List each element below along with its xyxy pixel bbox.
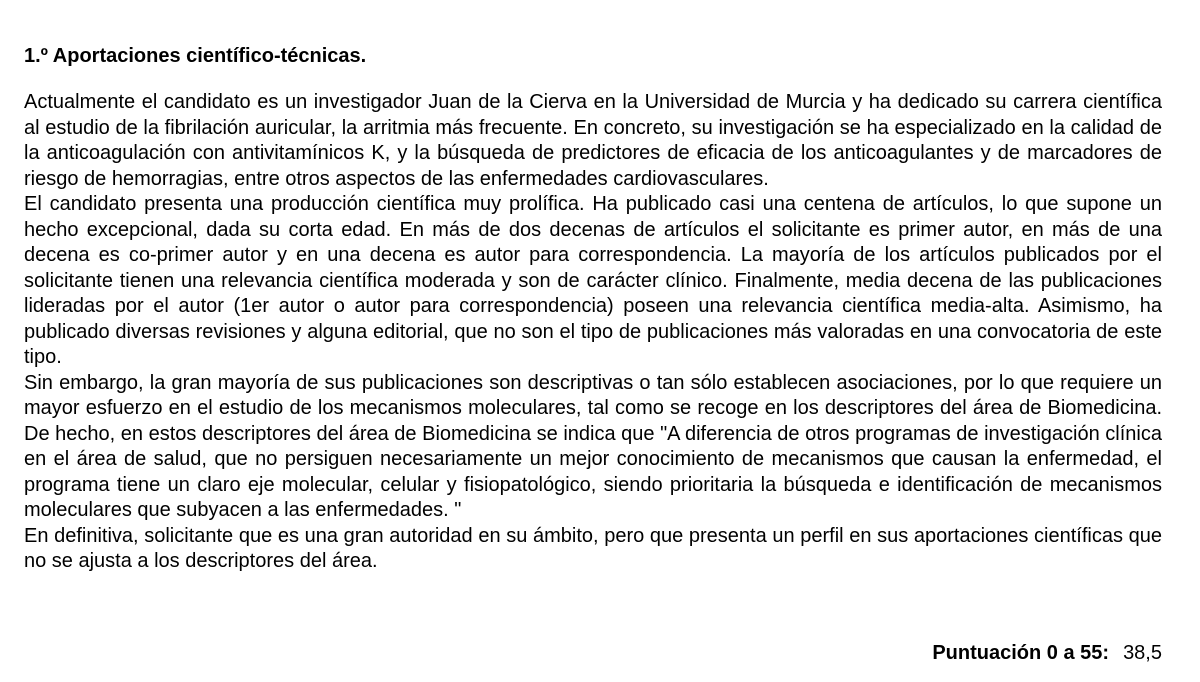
paragraph-scientific-production: El candidato presenta una producción científica muy prolífica. Ha publicado casi una centena de artículos, lo que supone un hecho excepcional, dada su corta edad. En más de dos decenas de artículos el solicitante es primer autor, en más de una decena es co-primer autor y en una decena es autor para correspondencia. La mayoría de los artículos publicados por el solicitante tienen una relevancia científica moderada y son de carácter clínico. Finalmente, media decena de las publicaciones lideradas por el autor (1er autor o autor para correspondencia) poseen una relevancia científica media-alta. Asimismo, ha publicado diversas revisiones y alguna editorial, que no son el tipo de publicaciones más valoradas en una convocatoria de este tipo. (24, 193, 1162, 368)
paragraph-conclusion: En definitiva, solicitante que es una gran autoridad en su ámbito, pero que presenta un perfil en sus aportaciones científicas que no se ajusta a los descriptores del área. (24, 524, 1162, 572)
section-heading: 1.º Aportaciones científico-técnicas. (24, 45, 367, 67)
paragraph-candidate-profile: Actualmente el candidato es un investigador Juan de la Cierva en la Universidad de Murcia y ha dedicado su carrera científica al estudio de la fibrilación auricular, la arritmia más frecuente. En concreto, su investigación se ha especializado en la calidad de la anticoagulación con antivitamínicos K, y la búsqueda de predictores de eficacia de los anticoagulantes y de marcadores de riesgo de hemorragias, entre otros aspectos de las enfermedades cardiovasculares. (24, 91, 1162, 190)
score-line (932, 640, 1162, 666)
document-page (24, 44, 1162, 575)
score-value: 38,5 (1123, 642, 1162, 664)
paragraph-molecular-mechanisms: Sin embargo, la gran mayoría de sus publicaciones son descriptivas o tan sólo establecen asociaciones, por lo que requiere un mayor esfuerzo en el estudio de los mecanismos moleculares, tal como se recoge en los descriptores del área de Biomedicina. De hecho, en estos descriptores del área de Biomedicina se indica que "A diferencia de otros programas de investigación clínica en el área de salud, que no persiguen necesariamente un mejor conocimiento de mecanismos que causan la enfermedad, el programa tiene un claro eje molecular, celular y fisiopatológico, siendo prioritaria la búsqueda e identificación de mecanismos moleculares que subyacen a las enfermedades. " (24, 371, 1162, 521)
score-label: Puntuación 0 a 55: (932, 642, 1110, 664)
